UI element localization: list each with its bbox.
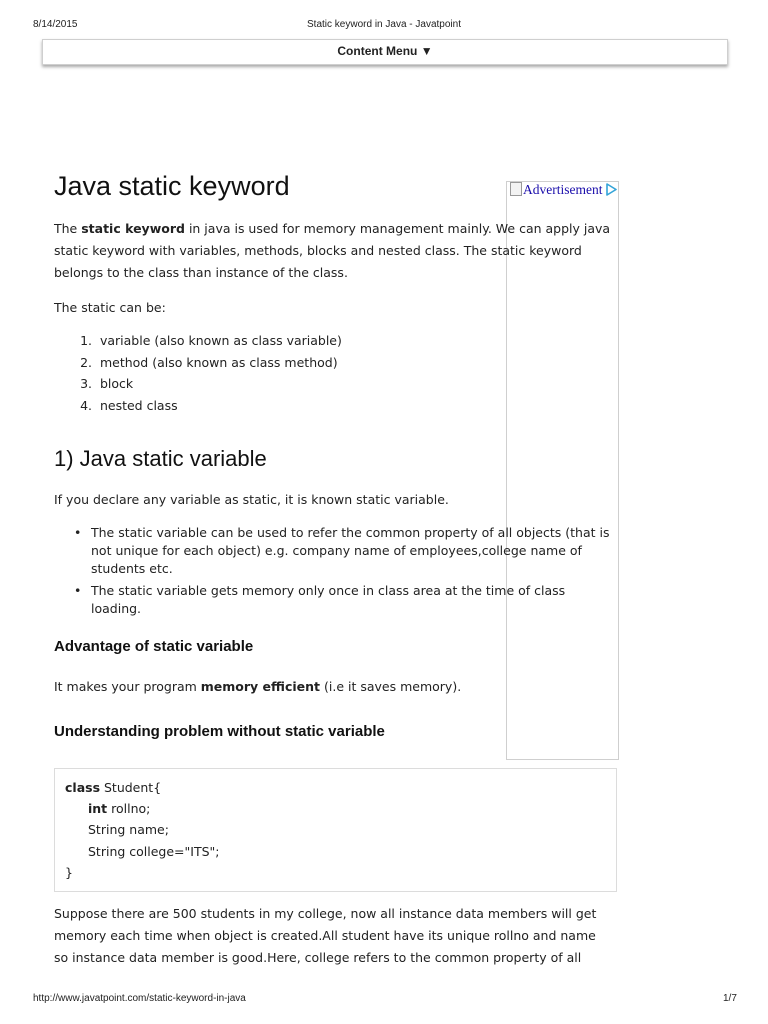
section-heading-static-variable: 1) Java static variable — [54, 446, 267, 471]
list-item — [54, 582, 620, 618]
paragraph-line: so instance data member is good.Here, college refers to the common property of all — [54, 950, 582, 965]
code-line — [65, 777, 161, 798]
code-text: Student{ — [100, 780, 162, 795]
list-text: block — [99, 376, 134, 391]
list-number: 1. — [80, 333, 92, 348]
list-item — [54, 352, 342, 374]
advantage-post: (i.e it saves memory). — [320, 679, 462, 694]
code-line: String name; — [88, 822, 169, 837]
intro-paragraph — [54, 218, 624, 284]
advantage-bold: memory efficient — [200, 679, 321, 694]
code-block — [54, 768, 617, 892]
intro-pre: The — [54, 221, 82, 236]
code-line: } — [65, 865, 73, 880]
list-item — [54, 395, 342, 417]
code-line: String college="ITS"; — [88, 844, 220, 859]
advertisement-link[interactable] — [510, 182, 602, 198]
static-variable-intro: If you declare any variable as static, it is known static variable. — [54, 492, 449, 507]
bullet-line: students etc. — [91, 561, 173, 576]
adchoices-icon[interactable] — [605, 183, 617, 196]
advertisement-alt-text: Advertisement — [523, 182, 603, 197]
bullet-dot: • — [74, 525, 82, 540]
suppose-paragraph — [54, 903, 624, 969]
bullet-line: The static variable can be used to refer the common property of all objects (that is — [91, 525, 610, 540]
paragraph-line: memory each time when object is created.All student have its unique rollno and name — [54, 928, 596, 943]
static-types-list — [54, 330, 342, 416]
bullet-line: loading. — [91, 601, 142, 616]
list-number: 2. — [80, 354, 92, 370]
list-number: 4. — [80, 397, 92, 413]
intro-line1: in java is used for memory management mainly. We can apply java — [184, 221, 611, 236]
advantage-heading: Advantage of static variable — [54, 638, 254, 655]
list-text: variable (also known as class variable) — [99, 333, 342, 348]
print-page-number: 1/7 — [723, 993, 737, 1004]
intro-bold: static keyword — [81, 221, 185, 236]
static-can-be-text: The static can be: — [54, 300, 166, 315]
bullet-line: not unique for each object) e.g. company name of employees,college name of — [91, 543, 582, 558]
broken-image-icon — [510, 182, 522, 196]
list-text: method (also known as class method) — [99, 354, 338, 370]
list-item — [54, 373, 342, 395]
advantage-text — [54, 676, 461, 698]
code-text: rollno; — [107, 801, 151, 816]
print-url[interactable]: http://www.javatpoint.com/static-keyword-in-java — [33, 993, 246, 1004]
paragraph-line: Suppose there are 500 students in my college, now all instance data members will get — [54, 906, 597, 921]
print-date: 8/14/2015 — [33, 19, 78, 30]
list-number: 3. — [80, 376, 92, 391]
page-title: Java static keyword — [54, 171, 290, 201]
code-keyword: class — [65, 780, 101, 795]
static-variable-bullets — [54, 524, 620, 622]
list-text: nested class — [99, 397, 178, 413]
print-title: Static keyword in Java - Javatpoint — [307, 19, 461, 30]
problem-heading: Understanding problem without static variable — [54, 723, 385, 740]
content-menu-button[interactable]: Content Menu ▼ — [42, 39, 728, 65]
bullet-dot: • — [74, 583, 82, 598]
intro-line3: belongs to the class than instance of the class. — [54, 265, 348, 280]
list-item — [54, 524, 620, 578]
code-line — [88, 798, 150, 819]
bullet-line: The static variable gets memory only once in class area at the time of class — [91, 583, 566, 598]
list-item — [54, 330, 342, 352]
code-keyword: int — [88, 801, 108, 816]
advantage-pre: It makes your program — [54, 679, 201, 694]
intro-line2: static keyword with variables, methods, blocks and nested class. The static keyword — [54, 243, 582, 258]
